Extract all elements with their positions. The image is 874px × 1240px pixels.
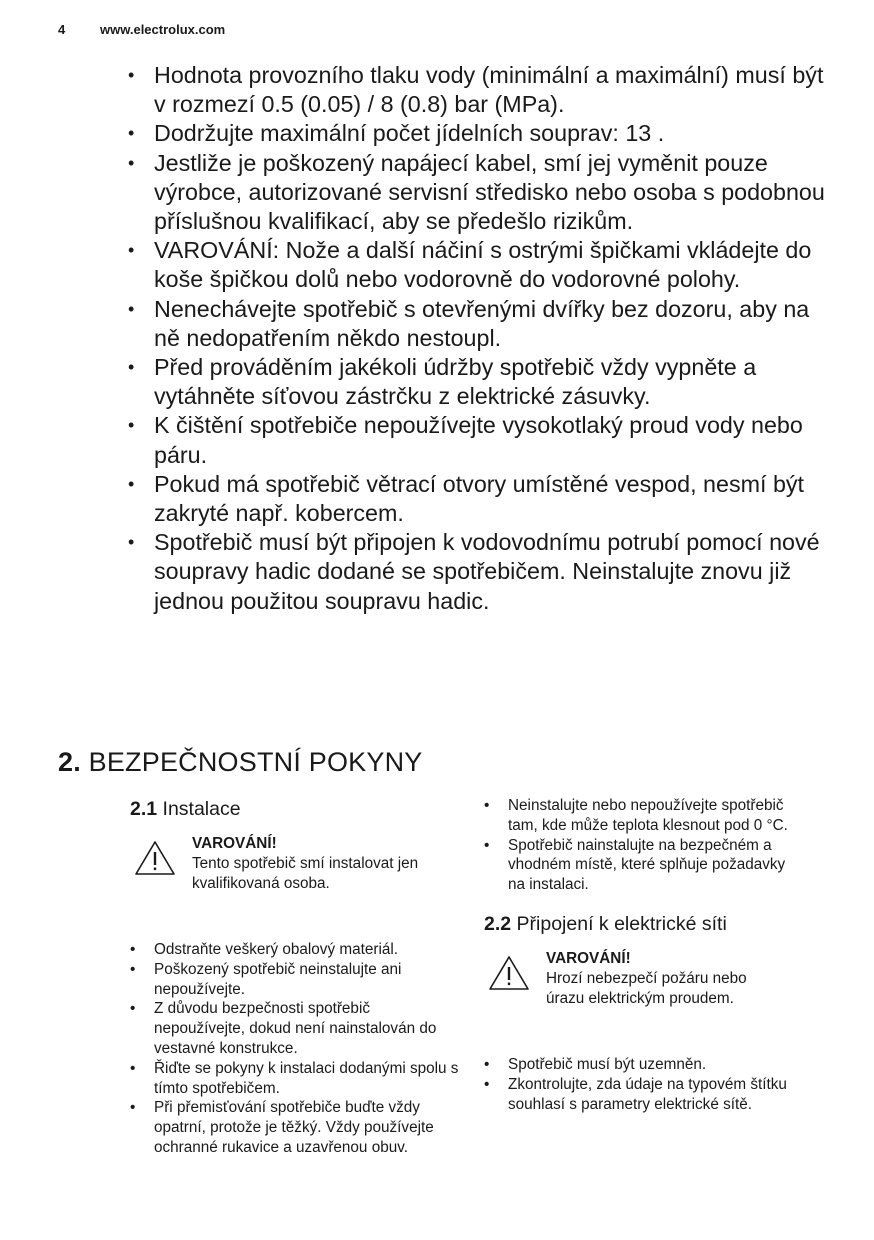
list-item: • Řiďte se pokyny k instalaci dodanými spolu s tímto spotřebičem. <box>130 1059 459 1097</box>
subsection-heading-installation: 2.1 Instalace <box>130 798 241 820</box>
list-item: • Odstraňte veškerý obalový materiál. <box>130 941 399 958</box>
list-item: • Před prováděním jakékoli údržby spotřebič vždy vypněte a vytáhněte síťovou zástrčku z elektrické zásuvky. <box>128 354 757 410</box>
warning-text-block <box>546 949 786 1010</box>
list-item: • Zkontrolujte, zda údaje na typovém štítku souhlasí s parametry elektrické sítě. <box>484 1075 787 1113</box>
list-item: • Při přemisťování spotřebiče buďte vždy opatrní, protože je těžký. Vždy používejte ochranné rukavice a uzavřenou obuv. <box>130 1099 434 1156</box>
intro-safety-list <box>128 61 828 616</box>
warning-text: Tento spotřebič smí instalovat jen kvalifikovaná osoba. <box>192 855 419 893</box>
list-item: • Spotřebič musí být připojen k vodovodnímu potrubí pomocí nové soupravy hadic dodané se spotřebičem. Neinstalujte znovu již jednou použitou soupravu hadic. <box>128 529 820 614</box>
section-heading <box>58 747 423 778</box>
list-item: • Jestliže je poškozený napájecí kabel, smí jej vyměnit pouze výrobce, autorizované servisní středisko nebo osoba s podobnou příslušnou kvalifikací, aby se předešlo rizikům. <box>128 149 825 235</box>
warning-box <box>488 949 814 1055</box>
section-number: 2. <box>58 747 81 777</box>
warning-text: Hrozí nebezpečí požáru nebo úrazu elektrickým proudem. <box>546 970 747 1008</box>
bullet: • <box>484 797 490 814</box>
electrical-list <box>484 1055 804 1114</box>
bullet: • <box>128 532 135 553</box>
list-item: • Spotřebič musí být uzemněn. <box>484 1055 707 1073</box>
bullet: • <box>130 960 136 978</box>
page-header <box>58 22 225 37</box>
list-item: • VAROVÁNÍ: Nože a další náčiní s ostrými špičkami vkládejte do koše špičkou dolů nebo vodorovně do vodorovné polohy. <box>128 237 812 293</box>
bullet: • <box>128 473 135 494</box>
website-url: www.electrolux.com <box>100 22 226 37</box>
list-item: • Hodnota provozního tlaku vody (minimální a maximální) musí být v rozmezí 0.5 (0.05) / 8 (0.8) bar (MPa). <box>128 62 824 118</box>
list-item: • Spotřebič nainstalujte na bezpečném a vhodném místě, které splňuje požadavky na instalaci. <box>484 836 786 894</box>
bullet: • <box>128 65 135 85</box>
bullet: • <box>130 1059 136 1077</box>
bullet: • <box>128 298 135 319</box>
bullet: • <box>128 357 135 378</box>
warning-triangle-icon <box>488 955 530 991</box>
list-item: • Dodržujte maximální počet jídelních souprav: 13 . <box>128 119 828 148</box>
bullet: • <box>130 941 136 958</box>
bullet: • <box>128 240 135 261</box>
installation-list <box>130 940 460 1158</box>
left-column <box>130 796 460 1158</box>
installation-list-continued <box>484 796 804 895</box>
list-item: • Nenechávejte spotřebič s otevřenými dvířky bez dozoru, aby na ně nedopatřením někdo nestoupl. <box>128 295 810 351</box>
warning-triangle-icon <box>134 840 176 876</box>
bullet: • <box>130 1099 136 1117</box>
right-column <box>484 796 814 1114</box>
list-item: • Pokud má spotřebič větrací otvory umístěné vespod, nesmí být zakryté např. kobercem. <box>128 470 805 527</box>
warning-box <box>134 834 460 940</box>
page-number: 4 <box>58 22 66 37</box>
bullet: • <box>484 1075 490 1093</box>
warning-title: VAROVÁNÍ! <box>192 835 277 852</box>
bullet: • <box>484 1055 490 1073</box>
warning-title: VAROVÁNÍ! <box>546 949 631 967</box>
bullet: • <box>128 123 135 144</box>
bullet: • <box>130 1000 136 1018</box>
list-item: • Neinstalujte nebo nepoužívejte spotřebič tam, kde může teplota klesnout pod 0 °C. <box>484 797 788 834</box>
bullet: • <box>128 415 135 436</box>
list-item: • K čištění spotřebiče nepoužívejte vysokotlaký proud vody nebo páru. <box>128 412 803 468</box>
subsection-heading-electrical: 2.2 Připojení k elektrické síti <box>484 912 727 935</box>
section-title: BEZPEČNOSTNÍ POKYNY <box>88 747 423 777</box>
warning-text-block <box>192 834 432 895</box>
bullet: • <box>128 152 135 173</box>
bullet: • <box>484 836 490 854</box>
list-item: • Poškozený spotřebič neinstalujte ani nepoužívejte. <box>130 960 402 998</box>
list-item: • Z důvodu bezpečnosti spotřebič nepoužívejte, dokud není nainstalován do vestavné konstrukce. <box>130 1000 437 1057</box>
